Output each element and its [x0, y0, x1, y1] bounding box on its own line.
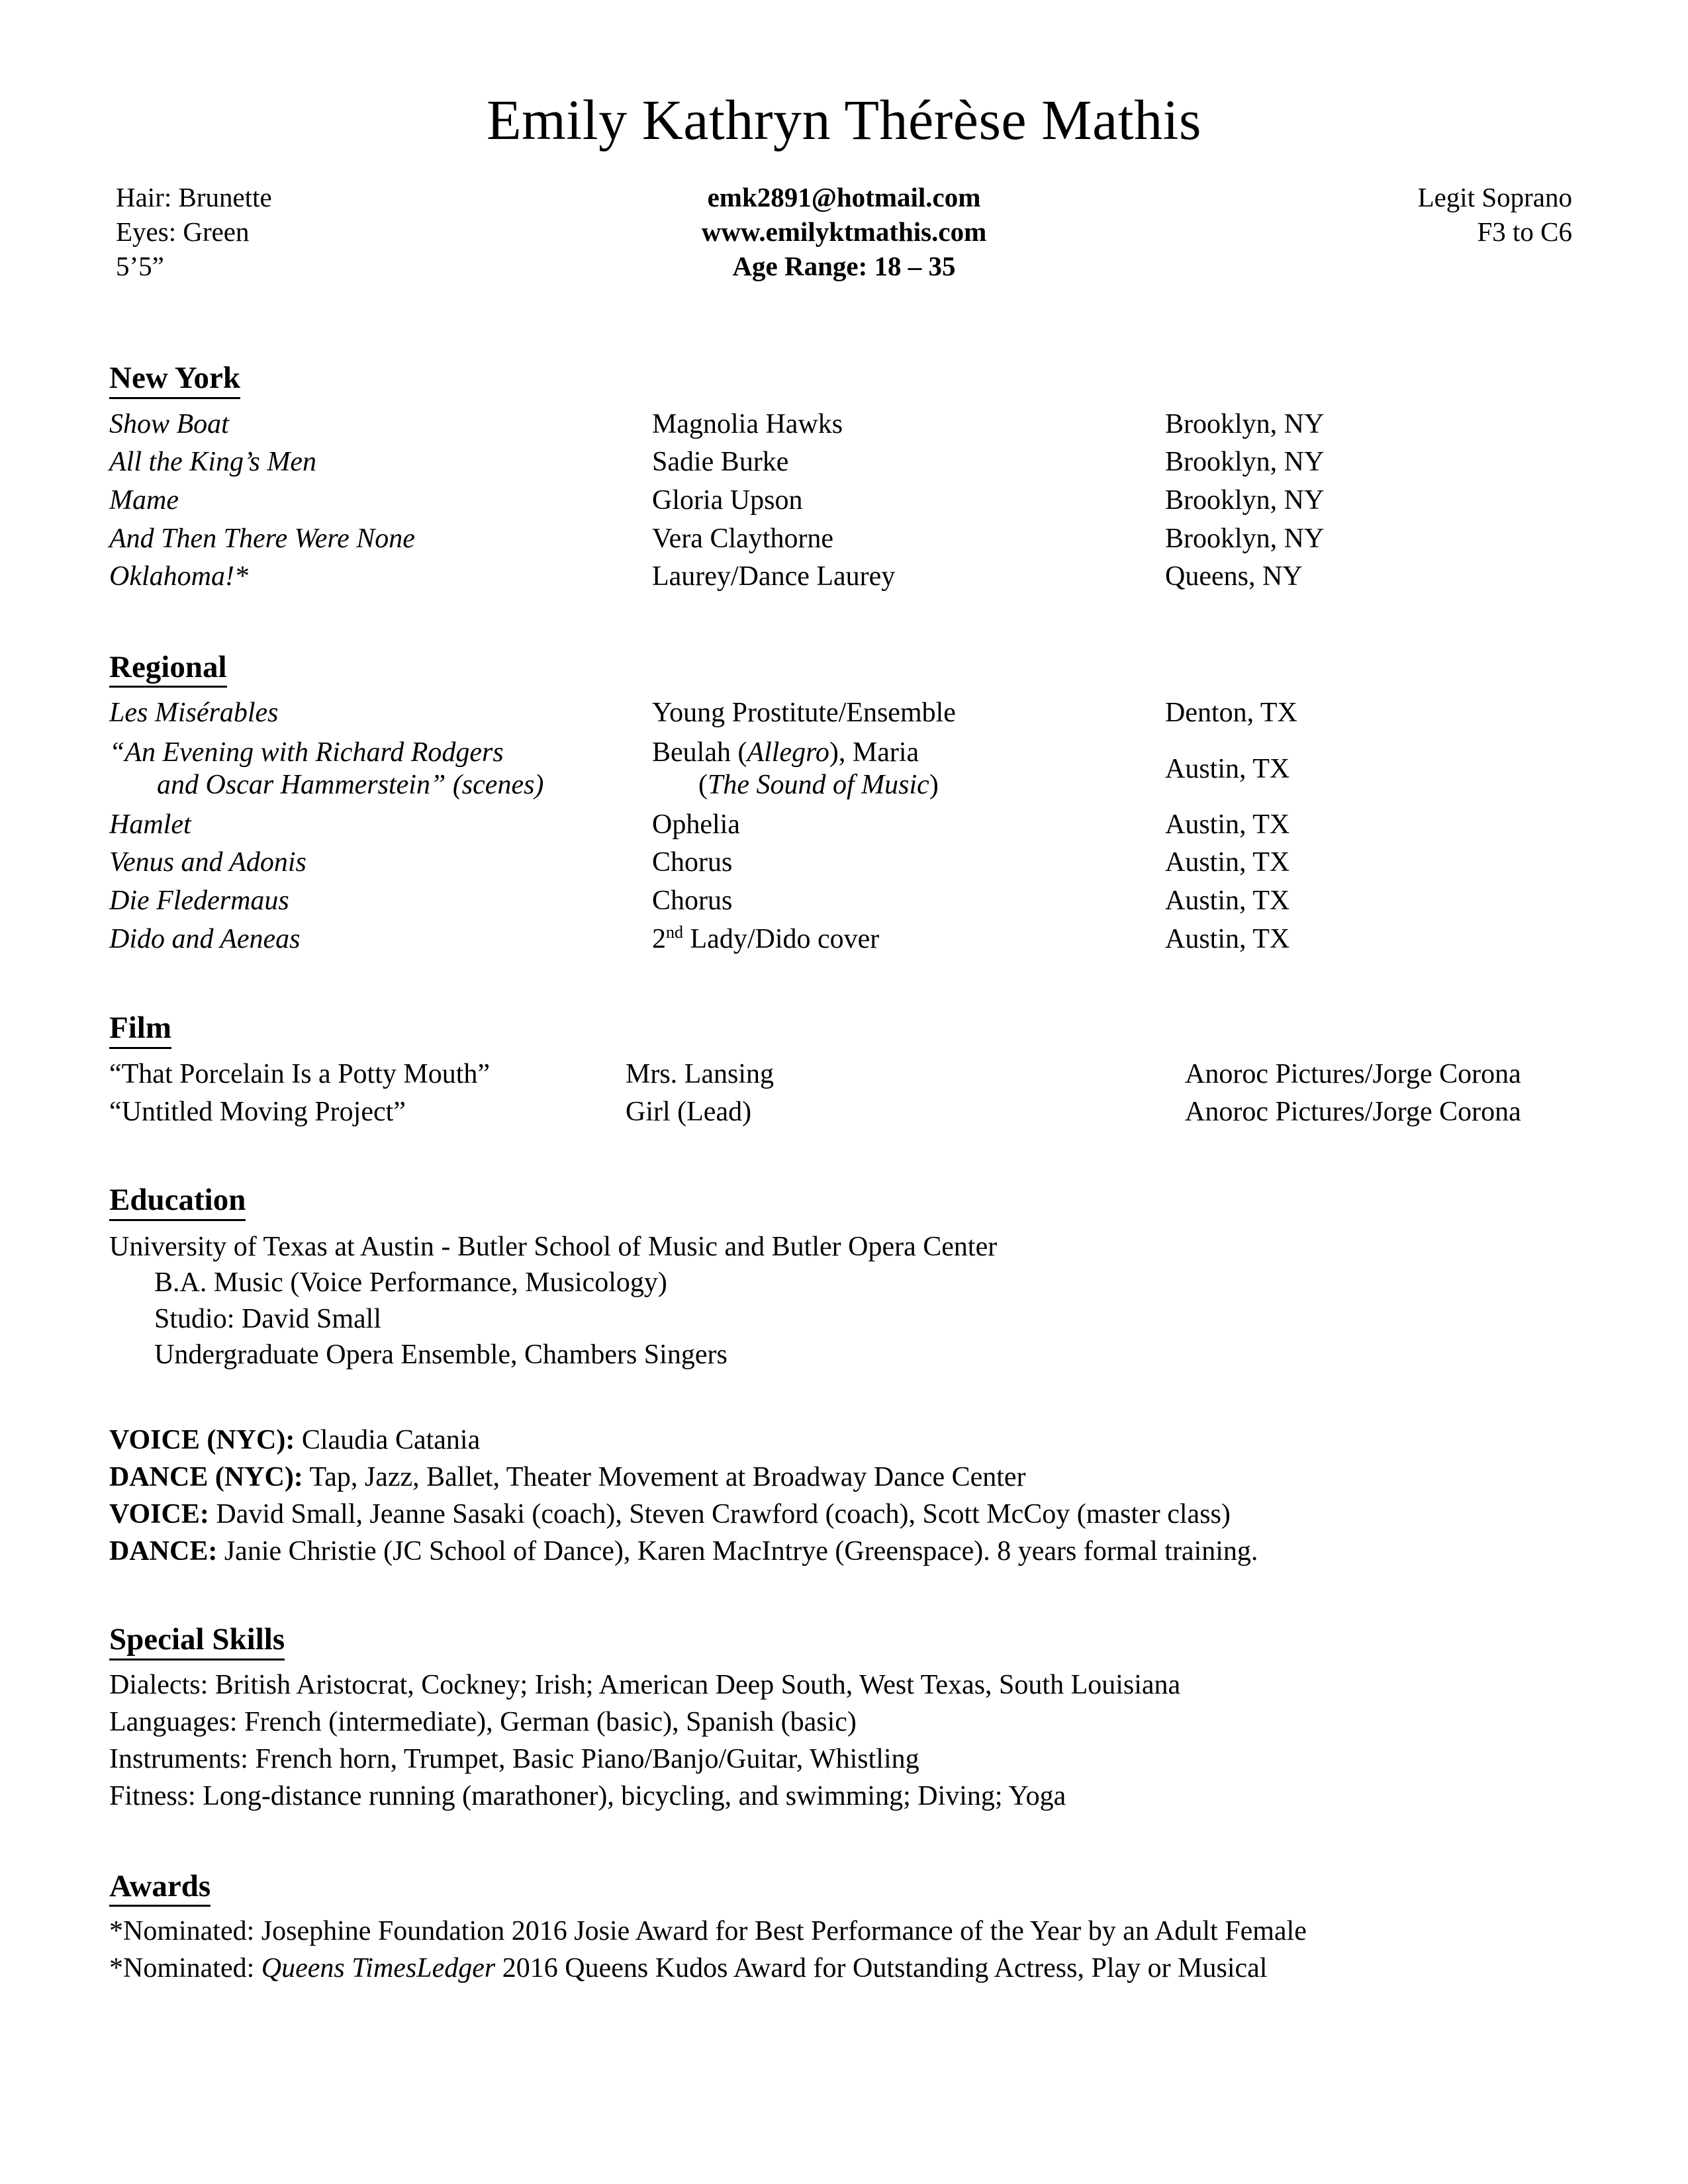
credit-role: Young Prostitute/Ensemble [652, 698, 956, 729]
credit-location: Brooklyn, NY [1165, 523, 1325, 554]
role2-text-italic: The Sound of Music [708, 770, 929, 801]
credit-location: Austin, TX [1165, 847, 1290, 878]
credit-role-line-2 [652, 769, 1165, 802]
education-school: University of Texas at Austin - Butler School of Music and Butler Opera Center [109, 1231, 998, 1262]
section-heading-awards: Awards [109, 1870, 211, 1907]
training-label: VOICE (NYC): [109, 1424, 295, 1455]
section-film [0, 1011, 1688, 1132]
table-row [109, 520, 1589, 559]
credit-show: Show Boat [109, 408, 229, 439]
performer-name: Emily Kathryn Thérèse Mathis [486, 88, 1201, 152]
credit-role: Gloria Upson [652, 484, 803, 516]
table-row [109, 406, 1589, 444]
role-text-b: ), Maria [829, 737, 919, 768]
training-value: Tap, Jazz, Ballet, Theater Movement at Broadway Dance Center [303, 1461, 1026, 1492]
training-label: DANCE: [109, 1535, 218, 1567]
credit-location: Brooklyn, NY [1165, 408, 1325, 439]
award-prefix: *Nominated: [109, 1953, 261, 1984]
role-ordinal-rest: Lady/Dido cover [683, 923, 880, 954]
credit-role: Girl (Lead) [626, 1097, 752, 1128]
table-row [109, 844, 1589, 882]
training-value: Claudia Catania [295, 1424, 481, 1455]
credit-show: Mame [109, 484, 179, 516]
height-stat: 5’5” [116, 251, 164, 282]
credit-role: Sadie Burke [652, 447, 789, 478]
table-row [109, 882, 1589, 921]
credit-location: Brooklyn, NY [1165, 447, 1325, 478]
awards-list [109, 1913, 1589, 1987]
physical-stats [116, 180, 526, 283]
training-line [109, 1422, 1589, 1459]
section-new-york [0, 361, 1688, 596]
credit-role-line-1 [652, 737, 919, 768]
credits-table-regional [109, 694, 1589, 958]
special-skills-list [109, 1667, 1589, 1815]
credits-table-new-york [109, 406, 1589, 596]
credit-show: Venus and Adonis [109, 847, 306, 878]
award-suffix: 2016 Queens Kudos Award for Outstanding Actress, Play or Musical [495, 1953, 1268, 1984]
credit-production: Anoroc Pictures/Jorge Corona [1185, 1097, 1521, 1128]
credit-location: Austin, TX [1165, 809, 1290, 840]
credit-role: Chorus [652, 886, 733, 917]
education-studio: Studio: David Small [154, 1303, 382, 1334]
credit-role: Ophelia [652, 809, 740, 840]
section-education [0, 1183, 1688, 1570]
credit-role: Laurey/Dance Laurey [652, 561, 896, 592]
credit-location: Denton, TX [1165, 698, 1297, 729]
table-row [109, 694, 1589, 733]
education-degree: B.A. Music (Voice Performance, Musicology) [154, 1267, 667, 1298]
section-heading-film: Film [109, 1011, 171, 1049]
role2-text-b: ) [929, 770, 939, 801]
credit-location: Austin, TX [1165, 923, 1290, 954]
table-row [109, 733, 1589, 806]
table-row [109, 921, 1589, 959]
credit-location: Brooklyn, NY [1165, 484, 1325, 516]
credit-show: “That Porcelain Is a Potty Mouth” [109, 1058, 491, 1089]
credit-show: Oklahoma!* [109, 561, 248, 592]
voice-type: Legit Soprano [1417, 182, 1572, 212]
credit-role [652, 733, 1165, 806]
credit-show: Les Misérables [109, 698, 279, 729]
table-row [109, 558, 1589, 596]
training-line [109, 1496, 1589, 1533]
credits-table-film [109, 1056, 1589, 1132]
table-row [109, 806, 1589, 844]
vocal-info [1162, 180, 1572, 249]
credit-role: Magnolia Hawks [652, 408, 843, 439]
hair-stat: Hair: Brunette [116, 182, 272, 212]
age-range: Age Range: 18 – 35 [732, 251, 956, 282]
section-special-skills [0, 1623, 1688, 1815]
list-item: Languages: French (intermediate), German (basic), Spanish (basic) [109, 1706, 857, 1737]
table-row [109, 1056, 1589, 1094]
training-value: David Small, Jeanne Sasaki (coach), Steven Crawford (coach), Scott McCoy (master class) [209, 1498, 1231, 1529]
credit-role [652, 921, 1165, 959]
table-row [109, 443, 1589, 482]
training-label: VOICE: [109, 1498, 209, 1529]
credit-show-line-1: “An Evening with Richard Rodgers [109, 737, 504, 768]
training-line [109, 1533, 1589, 1570]
credit-show: Die Fledermaus [109, 886, 289, 917]
voice-range: F3 to C6 [1477, 216, 1572, 248]
training-block [109, 1422, 1589, 1570]
section-heading-regional: Regional [109, 651, 227, 688]
credit-location: Austin, TX [1165, 753, 1290, 784]
header-info-row [0, 180, 1688, 283]
role-ordinal-number: 2 [652, 923, 666, 954]
section-heading-education: Education [109, 1183, 246, 1221]
role-ordinal-suffix: nd [666, 922, 684, 942]
section-heading-new-york: New York [109, 361, 240, 399]
list-item: Dialects: British Aristocrat, Cockney; Irish; American Deep South, West Texas, South Louisiana [109, 1670, 1181, 1701]
credit-role: Mrs. Lansing [626, 1058, 774, 1089]
credit-location: Queens, NY [1165, 561, 1303, 592]
role-text-italic: Allegro [747, 737, 829, 768]
eyes-stat: Eyes: Green [116, 216, 250, 248]
credit-show [109, 733, 652, 806]
credit-show: “Untitled Moving Project” [109, 1097, 406, 1128]
section-regional [0, 651, 1688, 959]
education-ensembles: Undergraduate Opera Ensemble, Chambers Singers [154, 1340, 727, 1371]
credit-show: All the King’s Men [109, 447, 317, 478]
credit-location: Austin, TX [1165, 886, 1290, 917]
training-value: Janie Christie (JC School of Dance), Karen MacIntrye (Greenspace). 8 years formal training. [217, 1535, 1258, 1567]
website-url[interactable]: www.emilyktmathis.com [701, 216, 987, 248]
credit-role: Chorus [652, 847, 733, 878]
contact-info [526, 180, 1162, 283]
section-heading-special-skills: Special Skills [109, 1623, 285, 1661]
role-text-a: Beulah ( [652, 737, 747, 768]
email-address[interactable]: emk2891@hotmail.com [707, 182, 981, 212]
training-line [109, 1459, 1589, 1496]
list-item: *Nominated: Josephine Foundation 2016 Josie Award for Best Performance of the Year by an Adult Female [109, 1916, 1307, 1947]
award-publication: Queens TimesLedger [261, 1953, 496, 1984]
list-item: Instruments: French horn, Trumpet, Basic Piano/Banjo/Guitar, Whistling [109, 1743, 919, 1774]
role2-text-a: ( [698, 770, 708, 801]
credit-production: Anoroc Pictures/Jorge Corona [1185, 1058, 1521, 1089]
credit-show: Hamlet [109, 809, 191, 840]
table-row [109, 482, 1589, 520]
training-label: DANCE (NYC): [109, 1461, 303, 1492]
credit-show-line-2: and Oscar Hammerstein” (scenes) [157, 770, 544, 801]
list-item: Fitness: Long-distance running (marathoner), bicycling, and swimming; Diving; Yoga [109, 1780, 1066, 1811]
table-row [109, 1093, 1589, 1132]
list-item [109, 1950, 1589, 1987]
credit-role: Vera Claythorne [652, 523, 834, 554]
credit-show: And Then There Were None [109, 523, 415, 554]
credit-show: Dido and Aeneas [109, 923, 301, 954]
section-awards [0, 1870, 1688, 1987]
